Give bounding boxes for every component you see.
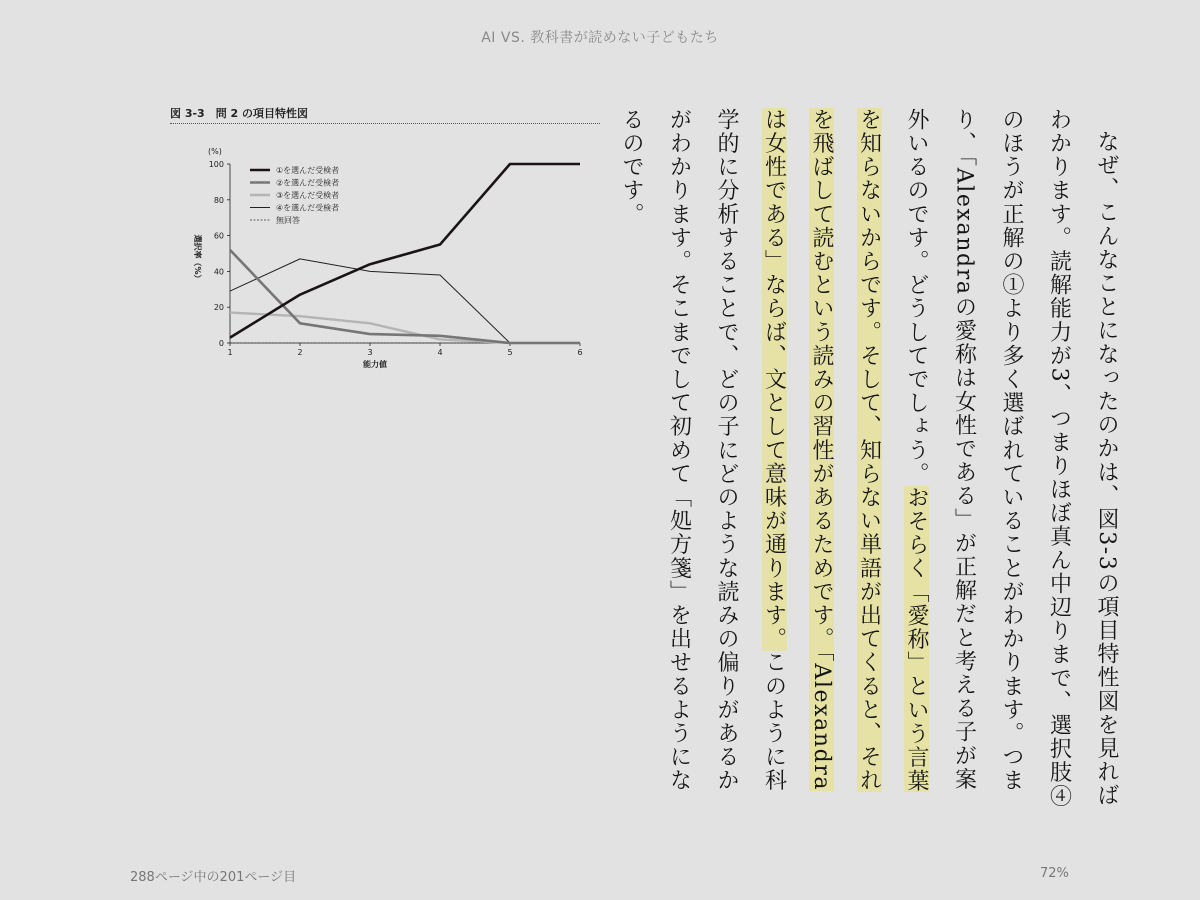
series-line (230, 313, 580, 343)
x-tick-label: 6 (577, 348, 583, 357)
x-axis-label: 能力値 (363, 360, 387, 369)
paragraph (608, 108, 1131, 808)
y-tick-label: 0 (218, 339, 224, 348)
legend-label: ④を選んだ受検者 (276, 203, 340, 213)
figure-caption: 図 3-3 問 2 の項目特性図 (170, 107, 309, 120)
page-indicator: 288ページ中の201ページ目 (130, 870, 297, 885)
item-characteristic-chart (170, 130, 600, 380)
y-tick-label: 100 (208, 160, 224, 169)
highlighted-text[interactable]: おそらく「愛称」という言葉を知らないからです。そして、知らない単語が出てくると、それを飛ばして読むという読みの習性があるためです。「Alexandraは女性である」ならば、文として意味が通ります。 (761, 108, 929, 793)
body-text-part: このように科学的に分析することで、どの子にどのような読みの偏りがあるかがわかります。そこまでして初めて「処方箋」を出せるようになるのです。 (619, 108, 787, 793)
x-tick-label: 5 (507, 348, 513, 357)
y-tick-label: 80 (213, 195, 224, 205)
y-tick-label: 20 (213, 303, 224, 313)
y-tick-label: 60 (213, 231, 224, 241)
x-tick-label: 4 (437, 348, 443, 357)
x-tick-label: 1 (227, 348, 233, 357)
legend-label: 無回答 (276, 216, 300, 225)
legend-label: ②を選んだ受検者 (276, 178, 340, 188)
caption-divider (170, 123, 600, 124)
y-tick-label: 40 (213, 267, 224, 277)
x-tick-label: 2 (297, 348, 303, 357)
reading-progress: 72% (1040, 866, 1069, 881)
x-tick-label: 3 (367, 348, 373, 357)
y-unit-label: (%) (208, 147, 222, 156)
legend-label: ①を選んだ受検者 (276, 166, 340, 175)
body-text-part: なぜ、こんなことになったのかは、図3-3の項目特性図を見ればわかります。読解能力が3、つまりほぼ真ん中辺りまで、選択肢④のほうが正解の①より多く選ばれていることがわかります。つまり、「Alexandraの愛称は女性である」が正解だと考える子が案外いるのです。どうしてでしょう。 (904, 108, 1119, 808)
y-axis-label: 選択率（%） (193, 234, 202, 283)
body-text (610, 108, 1130, 808)
book-title: AI VS. 教科書が読めない子どもたち (481, 30, 719, 46)
legend-label: ③を選んだ受検者 (276, 191, 340, 200)
series-line (230, 250, 580, 343)
